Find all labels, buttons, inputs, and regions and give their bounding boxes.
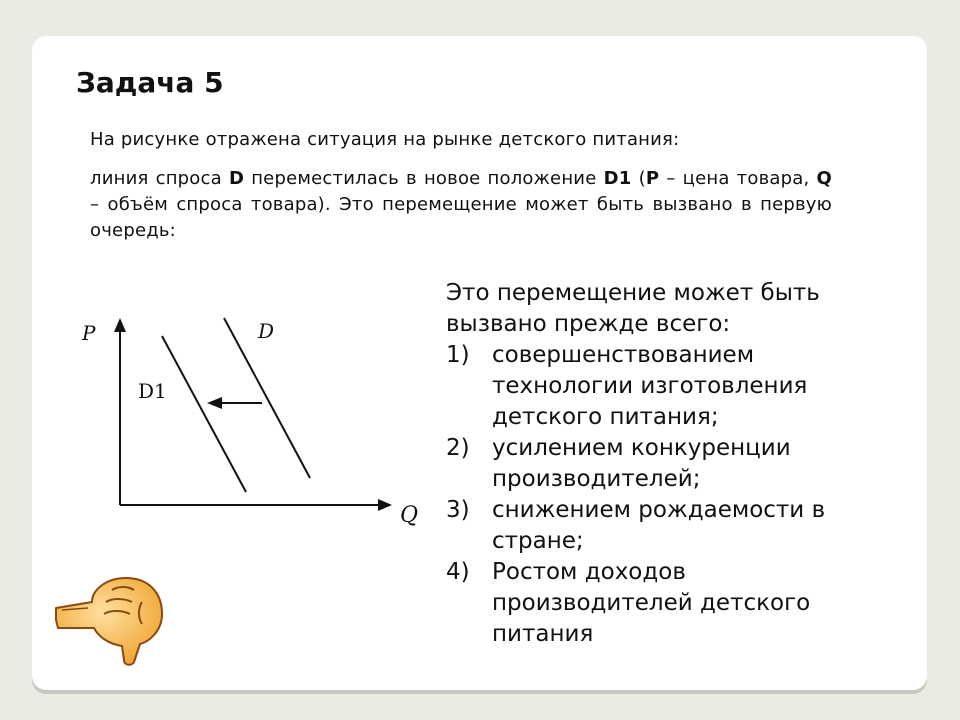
answer-block	[446, 278, 886, 650]
option-text: снижением рождаемости в стране;	[492, 497, 826, 554]
text-part: (	[631, 168, 646, 189]
term-p: P	[645, 168, 660, 189]
option-3	[446, 495, 886, 557]
option-4	[446, 557, 886, 650]
text-part: – объём спроса товара). Это перемещение может быть вызвано в первую очередь:	[90, 194, 832, 241]
option-2	[446, 433, 886, 495]
option-1	[446, 340, 886, 433]
shift-arrowhead	[207, 397, 222, 409]
x-axis-label: Q	[400, 503, 419, 528]
option-text: совершенствованием технологии изготовления детского питания;	[492, 342, 808, 430]
term-d1: D1	[603, 168, 632, 189]
term-d: D	[228, 168, 245, 189]
option-number: 3)	[446, 497, 470, 523]
option-number: 4)	[446, 559, 470, 585]
option-number: 1)	[446, 342, 470, 368]
text-part: линия спроса	[90, 168, 229, 189]
y-axis-arrow	[114, 318, 126, 332]
option-text: Ростом доходов производителей детского питания	[492, 559, 811, 647]
intro-text: На рисунке отражена ситуация на рынке детского питания:	[90, 129, 680, 150]
y-axis-label: P	[82, 321, 96, 345]
demand-shift-diagram	[70, 300, 430, 540]
options-list	[446, 340, 886, 650]
page-title: Задача 5	[76, 66, 224, 99]
curve-d1-label: D1	[138, 379, 167, 403]
x-axis-arrow	[378, 499, 392, 511]
question-lead: Это перемещение может быть вызвано прежде всего:	[446, 280, 820, 337]
option-number: 2)	[446, 435, 470, 461]
term-q: Q	[816, 168, 833, 189]
option-text: усилением конкуренции производителей;	[492, 435, 791, 492]
curve-d1	[162, 336, 246, 492]
text-part: переместилась в новое положение	[244, 168, 604, 189]
problem-text	[90, 166, 832, 244]
pointing-hand-icon	[48, 562, 178, 672]
curve-d-label: D	[258, 319, 275, 343]
text-part: – цена товара,	[659, 168, 817, 189]
